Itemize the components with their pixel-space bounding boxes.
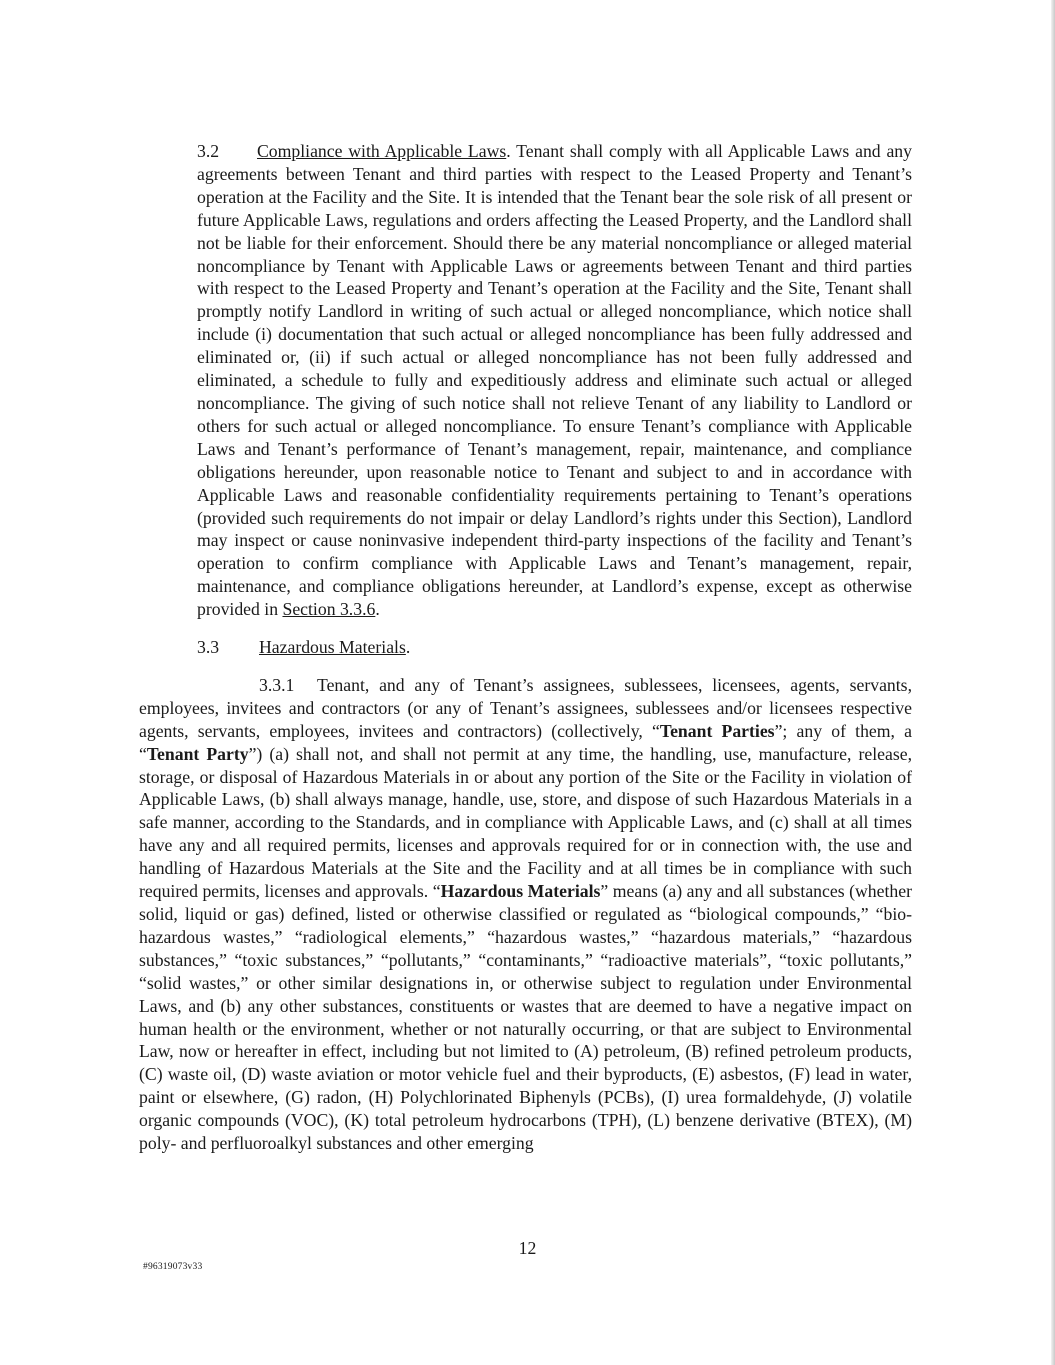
document-id: #96319073v33 — [143, 1262, 203, 1272]
defined-term-tenant-party: Tenant Party — [146, 743, 249, 764]
section-3-2-number: 3.2 — [197, 141, 220, 161]
section-3-3-1-text-4: ” means (a) any and all substances (whether solid, liquid or gas) defined, listed or otherwise classified or regulated as “biological compounds,” “bio-hazardous wastes,” “radiological elements,” “hazardous wastes,” “hazardous materials,” “hazardous substances,” “toxic substances,” “pollutants,” “contaminants,” “radioactive materials”, “toxic pollutants,” “solid wastes,” or other similar designations in, or otherwise subject to regulation under Environmental Laws, and (b) any other substances, constituents or wastes that are deemed to have a negative impact on human health or the environment, whether or not naturally occurring, or that are subject to Environmental Law, now or hereafter in effect, including but not limited to (A) petroleum, (B) refined petroleum products, (C) waste oil, (D) waste aviation or motor vehicle fuel and their byproducts, (E) asbestos, (F) lead in water, paint or elsewhere, (G) radon, (H) Polychlorinated Biphenyls (PCBs), (I) urea formaldehyde, (J) volatile organic compounds (VOC), (K) total petroleum hydrocarbons (TPH), (L) benzene derivative (BTEX), (M) poly- and perfluoroalkyl substances and other emerging — [139, 881, 912, 1154]
section-3-3-title-suffix: . — [405, 637, 411, 658]
section-3-3-1-text-3: ”) (a) shall not, and shall not permit at any time, the handling, use, manufacture, release, storage, or disposal of Hazardous Materials in or about any portion of the Site or the Facility in violation of Applicable Laws, (b) shall always manage, handle, use, store, and dispose of such Hazardous Materials in a safe manner, according to the Standards, and in compliance with Applicable Laws, and (c) shall at all times have any and all required permits, licenses and approvals required for or in connection with, the use and handling of Hazardous Materials at the Site and the Facility and at all times be in compliance with such required permits, licenses and approvals. “ — [139, 743, 912, 902]
section-3-3-1-number: 3.3.1 — [259, 674, 295, 695]
page-number: 12 — [518, 1238, 537, 1258]
section-3-2-title: Compliance with Applicable Laws — [257, 141, 507, 161]
section-3-3-heading — [139, 636, 912, 659]
section-3-3-title: Hazardous Materials — [259, 637, 406, 658]
section-3-3-number: 3.3 — [197, 637, 220, 658]
section-3-3-6-cross-reference: Section 3.3.6 — [282, 599, 376, 620]
section-3-2-body-end: . — [375, 599, 380, 620]
section-3-2-paragraph — [139, 140, 912, 621]
section-3-3-1-text-2: ”; any of them, a “ — [139, 720, 912, 764]
section-3-2-body: . Tenant shall comply with all Applicable Laws and any agreements between Tenant and third parties with respect to the Leased Property and Tenant’s operation at the Facility and the Site. It is intended that the Tenant bear the sole risk of all present or future Applicable Laws, regulations and orders affecting the Leased Property, and the Landlord shall not be liable for their enforcement. Should there be any material noncompliance or alleged material noncompliance by Tenant with Applicable Laws or agreements between Tenant and third parties with respect to the Leased Property and Tenant’s operation at the Facility and the Site, Tenant shall promptly notify Landlord in writing of such actual or alleged noncompliance, which notice shall include (i) documentation that such actual or alleged noncompliance has been fully addressed and eliminated or, (ii) if such actual or alleged noncompliance has not been fully addressed and eliminated, a schedule to fully and expeditiously address and eliminate such actual or alleged noncompliance. The giving of such notice shall not relieve Tenant of any liability to Landlord or others for such actual or alleged noncompliance. To ensure Tenant’s compliance with Applicable Laws and Tenant’s performance of Tenant’s management, repair, maintenance, and compliance obligations hereunder, upon reasonable notice to Tenant and subject to and in accordance with Applicable Laws and reasonable confidentiality requirements pertaining to Tenant’s operations (provided such requirements do not impair or delay Landlord’s rights under this Section), Landlord may inspect or cause noninvasive independent third-party inspections of the facility and Tenant’s operation to confirm compliance with Applicable Laws and Tenant’s management, repair, maintenance, and compliance obligations hereunder, at Landlord’s expense, except as otherwise provided in — [197, 141, 912, 620]
document-body — [139, 140, 912, 1155]
defined-term-tenant-parties: Tenant Parties — [659, 720, 775, 741]
section-3-3-1-text-1: Tenant, and any of Tenant’s assignees, sublessees, licensees, agents, servants, employees, invitees and contractors (or any of Tenant’s assignees, sublessees and/or licensees respective agents, servants, employees, invitees and contractors) (collectively, “ — [139, 674, 912, 741]
section-3-3-1-paragraph — [139, 674, 912, 1155]
scanned-page-edge — [1051, 0, 1055, 1365]
defined-term-hazardous-materials: Hazardous Materials — [440, 881, 601, 902]
